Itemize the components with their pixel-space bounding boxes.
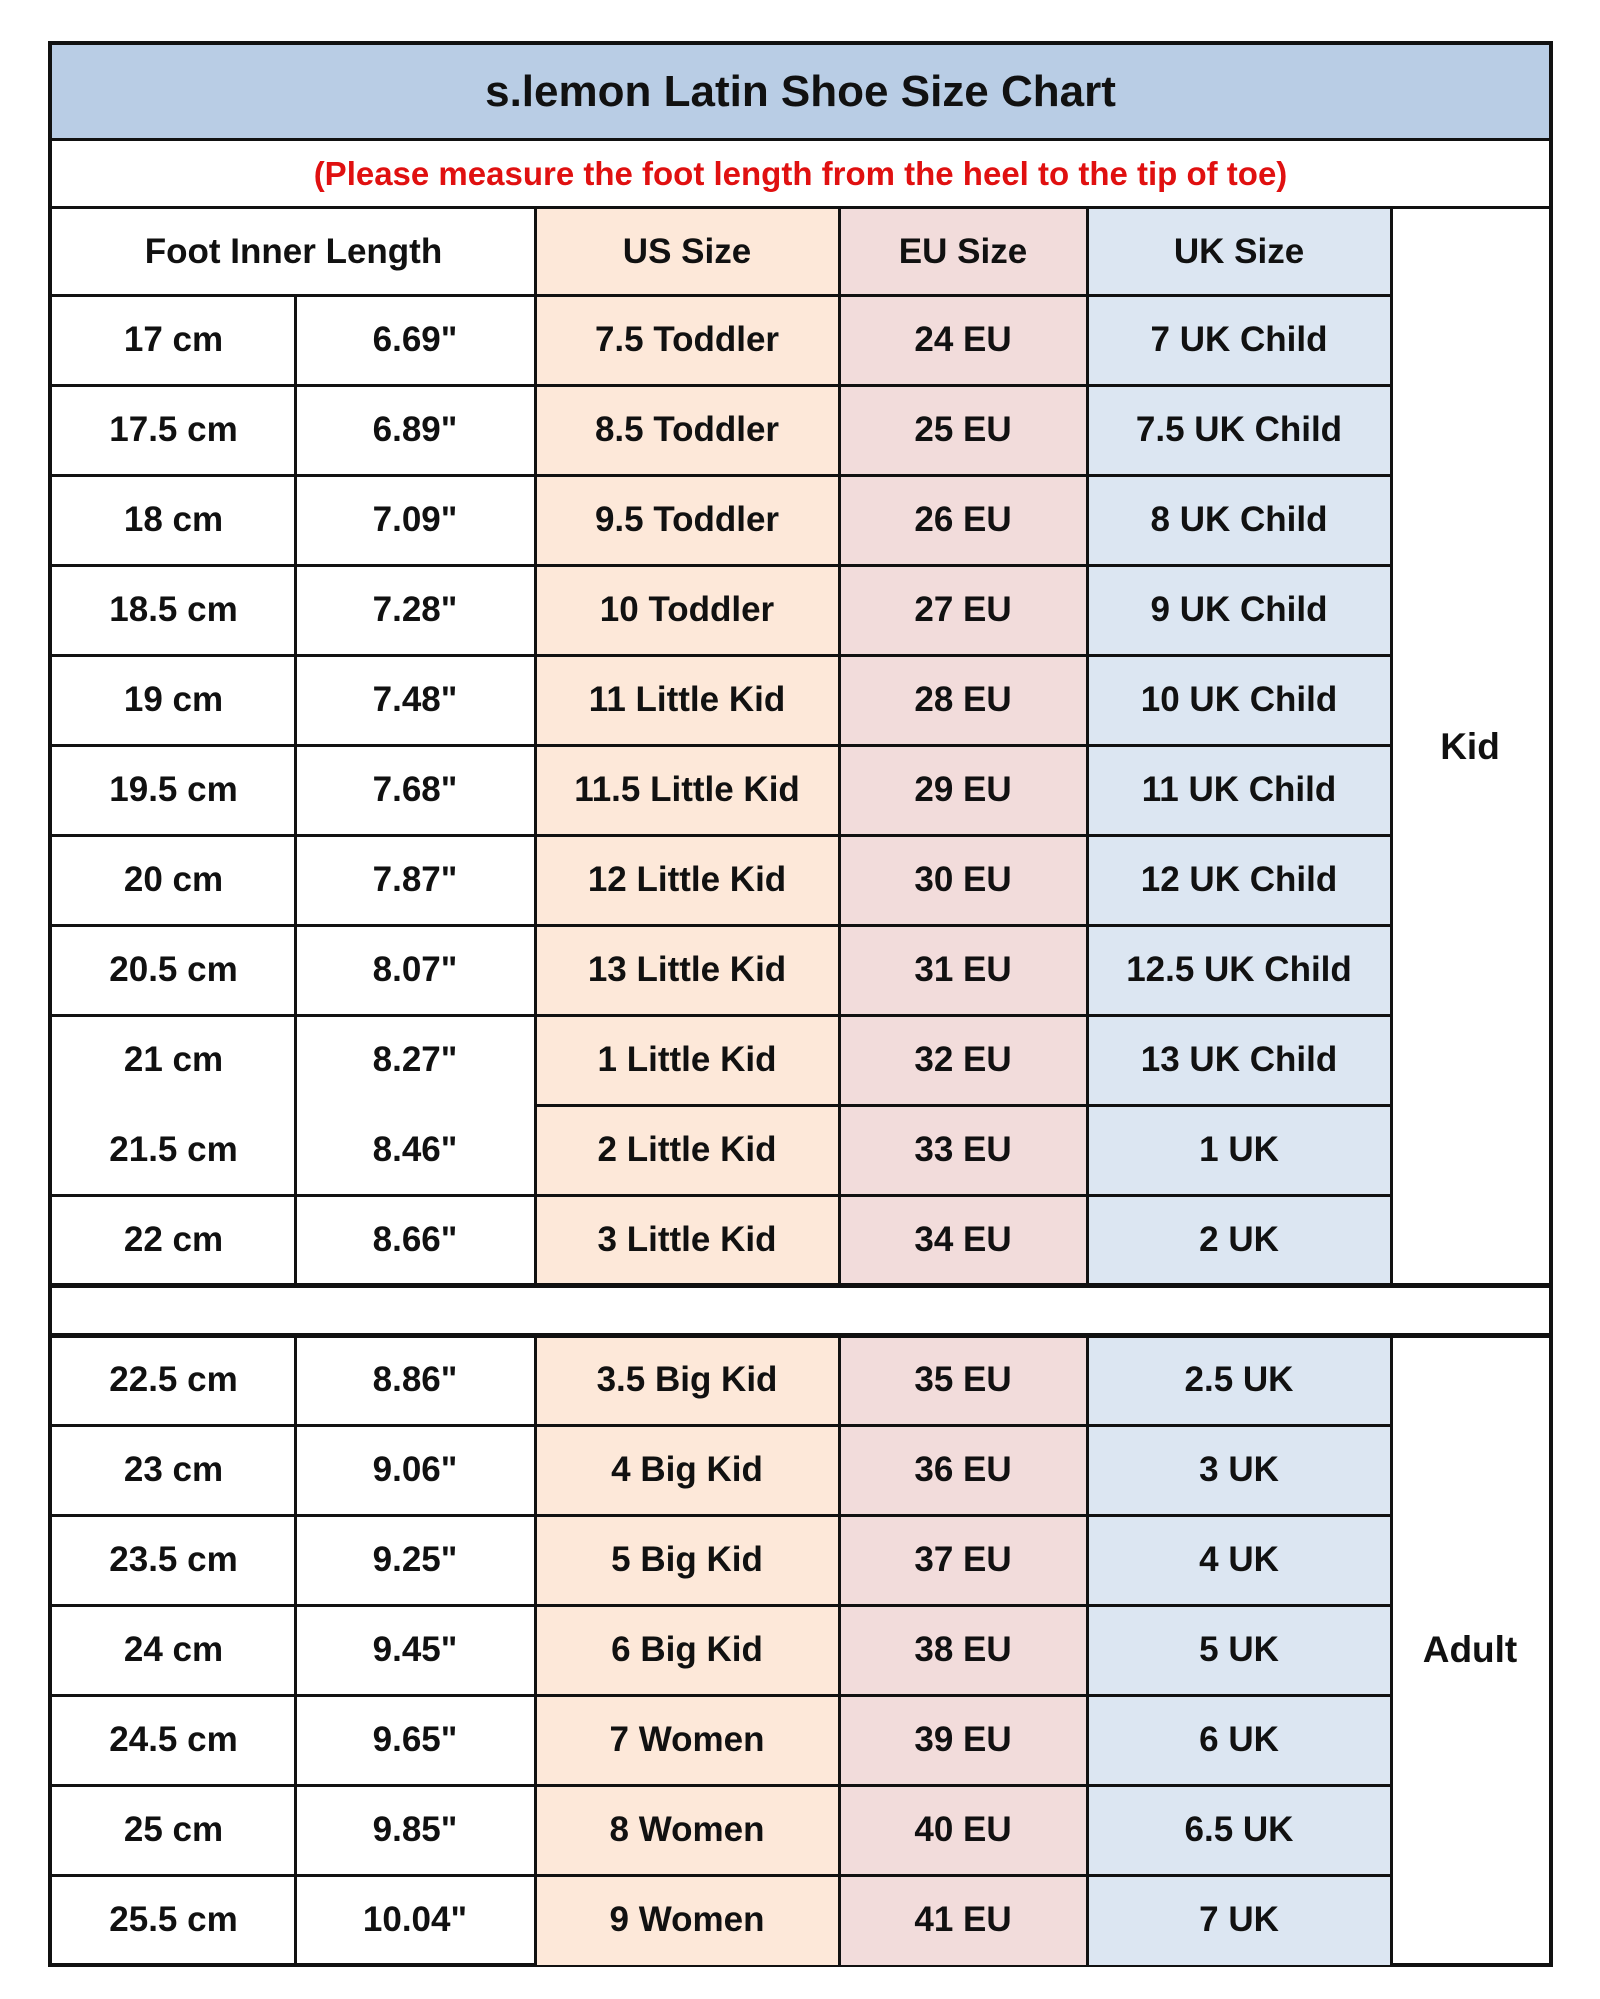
cell-eu-size: 25 EU <box>839 385 1087 475</box>
cell-eu-size: 36 EU <box>839 1425 1087 1515</box>
divider <box>52 834 1391 837</box>
cell-length-cm: 18.5 cm <box>109 590 238 629</box>
cell-length-inch: 6.69" <box>372 320 458 359</box>
cell-uk-size: 2.5 UK <box>1087 1335 1391 1425</box>
cell-length-inch: 7.87" <box>372 860 458 899</box>
divider <box>52 564 1391 567</box>
divider <box>294 1335 297 1965</box>
divider <box>52 384 1391 387</box>
cell-us-size: 5 Big Kid <box>535 1515 839 1605</box>
cell-length-cm: 20 cm <box>123 860 224 899</box>
cell-us-size: 9.5 Toddler <box>535 475 839 565</box>
cell-uk-size: 3 UK <box>1087 1425 1391 1515</box>
cell-eu-size: 30 EU <box>839 835 1087 925</box>
cell-us-size: 3 Little Kid <box>535 1195 839 1285</box>
cell-uk-size: 11 UK Child <box>1087 745 1391 835</box>
header-uk-size: UK Size <box>1087 209 1391 295</box>
cell-length-inch: 7.68" <box>372 770 458 809</box>
measure-note: (Please measure the foot length from the heel to the tip of toe) <box>52 141 1549 209</box>
cell-eu-size: 29 EU <box>839 745 1087 835</box>
cell-eu-size: 38 EU <box>839 1605 1087 1695</box>
cell-length-cm: 25.5 cm <box>109 1900 238 1939</box>
divider <box>534 209 537 1285</box>
cell-length-inch: 9.85" <box>372 1810 458 1849</box>
header-eu-size: EU Size <box>839 209 1087 295</box>
cell-length-cm: 24.5 cm <box>109 1720 238 1759</box>
cell-length-cm: 20.5 cm <box>109 950 238 989</box>
divider <box>52 744 1391 747</box>
chart-title: s.lemon Latin Shoe Size Chart <box>52 45 1549 141</box>
cell-length-cm: 17 cm <box>123 320 224 359</box>
divider <box>52 1694 1391 1697</box>
cell-length-inch: 8.46" <box>372 1130 458 1169</box>
cell-us-size: 6 Big Kid <box>535 1605 839 1695</box>
cell-eu-size: 41 EU <box>839 1875 1087 1965</box>
cell-length-inch: 7.28" <box>372 590 458 629</box>
cell-us-size: 2 Little Kid <box>535 1105 839 1195</box>
section-label-kid: Kid <box>1440 726 1500 767</box>
header-foot-length: Foot Inner Length <box>144 232 443 271</box>
divider <box>52 1514 1391 1517</box>
cell-us-size: 3.5 Big Kid <box>535 1335 839 1425</box>
divider <box>1086 1335 1089 1965</box>
divider <box>52 654 1391 657</box>
cell-us-size: 11.5 Little Kid <box>535 745 839 835</box>
divider <box>52 1194 1391 1197</box>
section-divider <box>52 1283 1549 1288</box>
divider <box>52 294 1391 297</box>
cell-uk-size: 6.5 UK <box>1087 1785 1391 1875</box>
cell-us-size: 8.5 Toddler <box>535 385 839 475</box>
cell-uk-size: 13 UK Child <box>1087 1015 1391 1105</box>
cell-length-cm: 21.5 cm <box>109 1130 238 1169</box>
divider <box>52 1874 1391 1877</box>
cell-us-size: 7 Women <box>535 1695 839 1785</box>
cell-length-cm: 24 cm <box>123 1630 224 1669</box>
cell-us-size: 1 Little Kid <box>535 1015 839 1105</box>
cell-us-size: 8 Women <box>535 1785 839 1875</box>
cell-eu-size: 24 EU <box>839 295 1087 385</box>
header-us-size: US Size <box>535 209 839 295</box>
cell-length-cm: 18 cm <box>123 500 224 539</box>
cell-us-size: 4 Big Kid <box>535 1425 839 1515</box>
cell-us-size: 12 Little Kid <box>535 835 839 925</box>
cell-length-inch: 9.06" <box>372 1450 458 1489</box>
cell-length-cm: 21 cm <box>123 1040 224 1079</box>
cell-length-inch: 8.86" <box>372 1360 458 1399</box>
cell-uk-size: 12.5 UK Child <box>1087 925 1391 1015</box>
cell-eu-size: 27 EU <box>839 565 1087 655</box>
divider <box>52 1424 1391 1427</box>
cell-uk-size: 10 UK Child <box>1087 655 1391 745</box>
cell-length-inch: 8.07" <box>372 950 458 989</box>
section-label-adult: Adult <box>1422 1629 1518 1670</box>
divider <box>838 1335 841 1965</box>
cell-eu-size: 28 EU <box>839 655 1087 745</box>
cell-eu-size: 40 EU <box>839 1785 1087 1875</box>
cell-uk-size: 7.5 UK Child <box>1087 385 1391 475</box>
cell-length-inch: 7.48" <box>372 680 458 719</box>
cell-eu-size: 39 EU <box>839 1695 1087 1785</box>
cell-length-inch: 6.89" <box>372 410 458 449</box>
cell-us-size: 11 Little Kid <box>535 655 839 745</box>
divider <box>1086 209 1089 1285</box>
cell-length-cm: 19.5 cm <box>109 770 238 809</box>
divider <box>534 1335 537 1965</box>
cell-uk-size: 2 UK <box>1087 1195 1391 1285</box>
divider <box>52 474 1391 477</box>
cell-eu-size: 34 EU <box>839 1195 1087 1285</box>
divider <box>294 295 297 1285</box>
cell-us-size: 10 Toddler <box>535 565 839 655</box>
cell-length-cm: 22 cm <box>123 1220 224 1259</box>
cell-length-cm: 25 cm <box>123 1810 224 1849</box>
cell-uk-size: 9 UK Child <box>1087 565 1391 655</box>
cell-length-inch: 10.04" <box>362 1900 468 1939</box>
section-divider <box>52 1333 1549 1338</box>
cell-length-inch: 9.45" <box>372 1630 458 1669</box>
divider <box>52 1014 1391 1017</box>
cell-length-inch: 8.27" <box>372 1040 458 1079</box>
cell-length-cm: 23.5 cm <box>109 1540 238 1579</box>
divider <box>52 1604 1391 1607</box>
cell-length-inch: 8.66" <box>372 1220 458 1259</box>
cell-eu-size: 31 EU <box>839 925 1087 1015</box>
divider <box>838 209 841 1285</box>
cell-length-inch: 9.25" <box>372 1540 458 1579</box>
cell-us-size: 7.5 Toddler <box>535 295 839 385</box>
cell-uk-size: 1 UK <box>1087 1105 1391 1195</box>
cell-eu-size: 32 EU <box>839 1015 1087 1105</box>
cell-uk-size: 5 UK <box>1087 1605 1391 1695</box>
cell-us-size: 13 Little Kid <box>535 925 839 1015</box>
cell-us-size: 9 Women <box>535 1875 839 1965</box>
cell-length-cm: 23 cm <box>123 1450 224 1489</box>
cell-uk-size: 4 UK <box>1087 1515 1391 1605</box>
cell-uk-size: 8 UK Child <box>1087 475 1391 565</box>
cell-uk-size: 7 UK <box>1087 1875 1391 1965</box>
divider <box>52 1784 1391 1787</box>
cell-length-cm: 22.5 cm <box>109 1360 238 1399</box>
cell-eu-size: 33 EU <box>839 1105 1087 1195</box>
divider <box>52 924 1391 927</box>
divider <box>535 1104 1391 1107</box>
cell-eu-size: 35 EU <box>839 1335 1087 1425</box>
divider <box>1390 209 1393 1285</box>
cell-eu-size: 26 EU <box>839 475 1087 565</box>
cell-uk-size: 12 UK Child <box>1087 835 1391 925</box>
cell-length-cm: 17.5 cm <box>109 410 238 449</box>
cell-uk-size: 6 UK <box>1087 1695 1391 1785</box>
size-chart-table <box>48 41 1553 1967</box>
cell-uk-size: 7 UK Child <box>1087 295 1391 385</box>
cell-length-cm: 19 cm <box>123 680 224 719</box>
divider <box>1390 1335 1393 1965</box>
cell-length-inch: 9.65" <box>372 1720 458 1759</box>
cell-eu-size: 37 EU <box>839 1515 1087 1605</box>
cell-length-inch: 7.09" <box>372 500 458 539</box>
